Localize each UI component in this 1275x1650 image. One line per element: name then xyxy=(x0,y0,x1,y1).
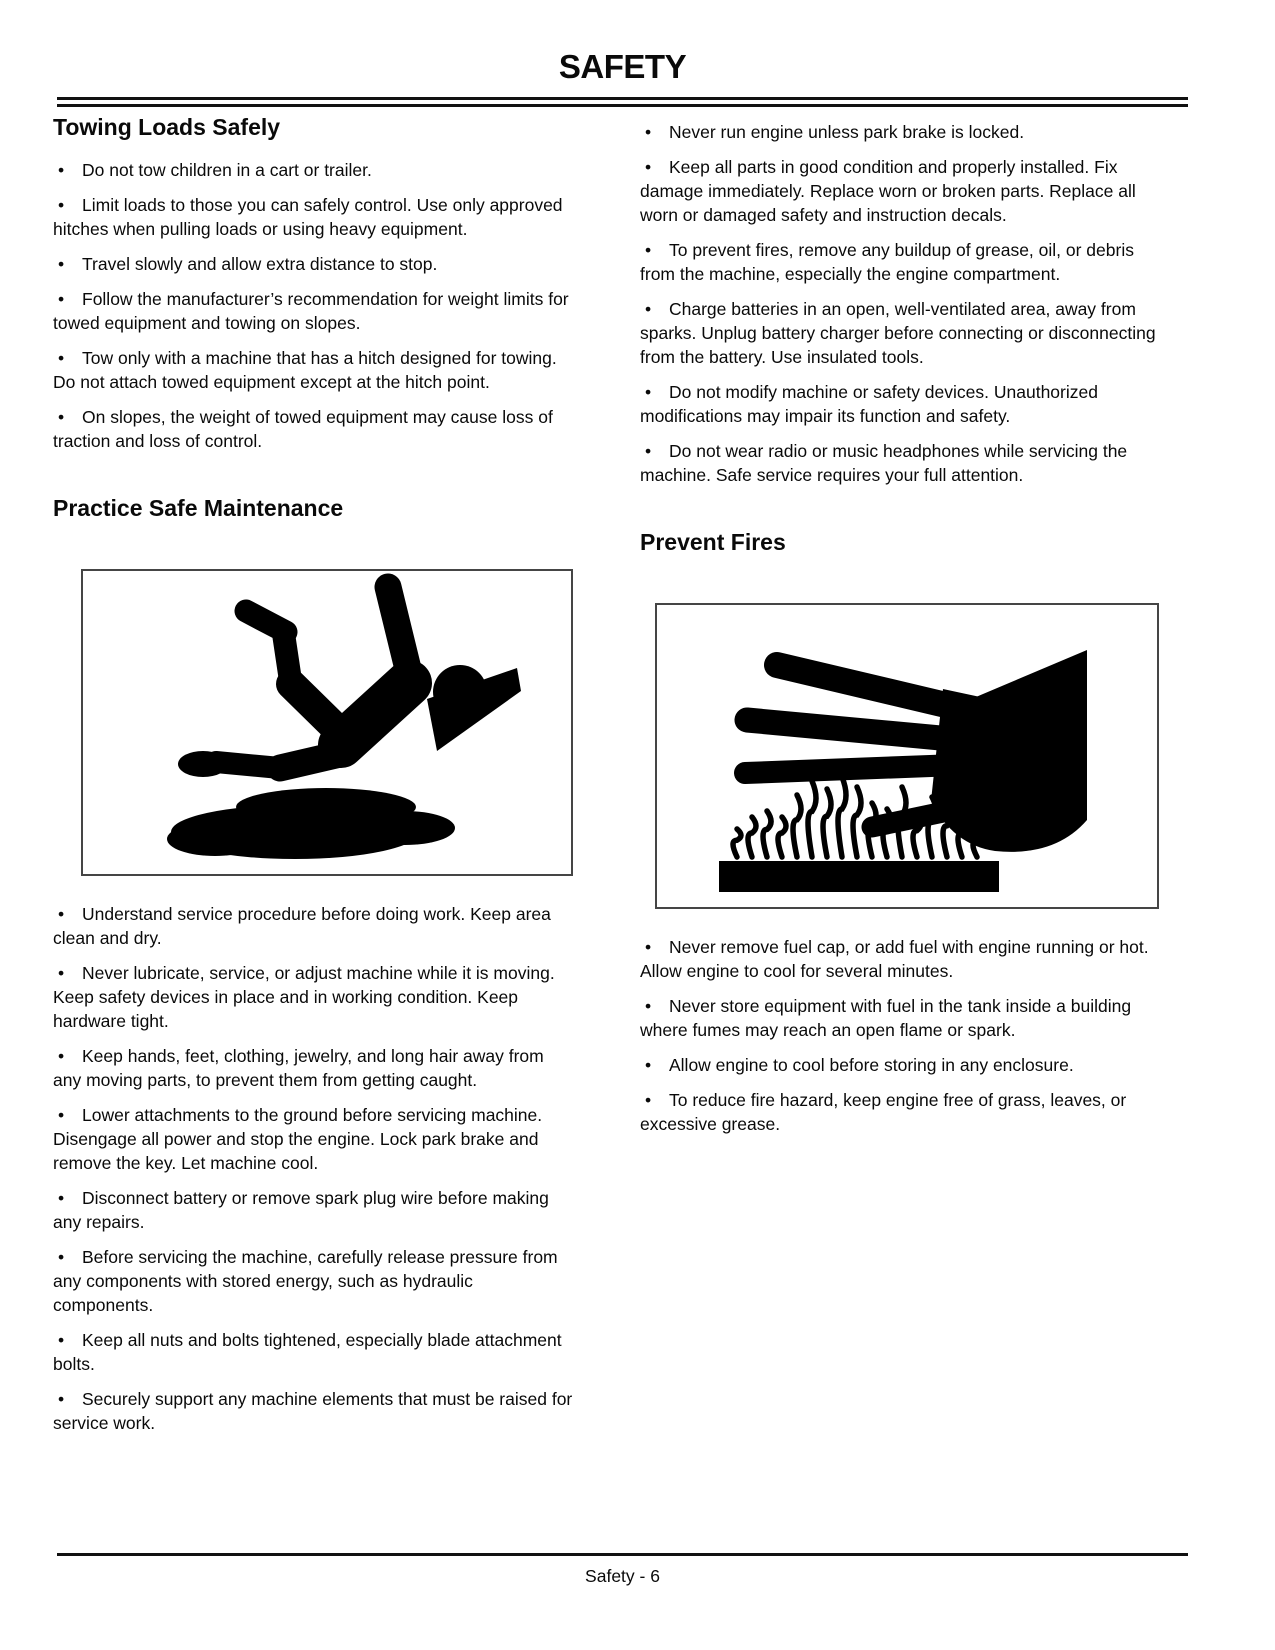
bullet-text: Never store equipment with fuel in the tank inside a building where fumes may reach an open flame or spark. xyxy=(640,996,1132,1040)
section-heading-maintenance: Practice Safe Maintenance xyxy=(53,495,344,521)
bullet-item xyxy=(640,1088,1168,1136)
bullet-text: Travel slowly and allow extra distance to stop. xyxy=(82,254,438,274)
bullet-marker: • xyxy=(58,407,65,427)
bullet-text: Keep all parts in good condition and properly installed. Fix damage immediately. Replace worn or broken parts. Replace all worn or damaged safety and instruction decals. xyxy=(640,157,1136,225)
bullet-item xyxy=(53,158,573,182)
bullet-text: To reduce fire hazard, keep engine free of grass, leaves, or excessive grease. xyxy=(640,1090,1127,1134)
bullet-item xyxy=(640,238,1168,286)
bullet-item xyxy=(53,902,573,950)
bullet-item xyxy=(53,252,573,276)
bullet-item xyxy=(53,1328,573,1376)
bullet-text: Never remove fuel cap, or add fuel with engine running or hot. Allow engine to cool for several minutes. xyxy=(640,937,1149,981)
bullet-marker: • xyxy=(58,1188,65,1208)
header-rule xyxy=(57,97,1188,107)
slipping-person-pictogram xyxy=(83,571,571,874)
bullet-marker: • xyxy=(58,1247,65,1267)
bullet-text: On slopes, the weight of towed equipment may cause loss of traction and loss of control. xyxy=(53,407,553,451)
bullet-text: Do not wear radio or music headphones while servicing the machine. Safe service requires your full attention. xyxy=(640,441,1128,485)
bullet-marker: • xyxy=(645,122,652,142)
bullet-item xyxy=(53,1245,573,1317)
bullet-marker: • xyxy=(645,1090,652,1110)
page-number: Safety - 6 xyxy=(585,1566,660,1586)
bullet-text: To prevent fires, remove any buildup of grease, oil, or debris from the machine, especially the engine compartment. xyxy=(640,240,1134,284)
bullet-marker: • xyxy=(58,289,65,309)
bullet-text: Never lubricate, service, or adjust machine while it is moving. Keep safety devices in place and in working condition. Keep hardware tight. xyxy=(53,963,555,1031)
left-column xyxy=(53,112,573,1446)
section-heading-towing: Towing Loads Safely xyxy=(53,114,281,140)
bullet-marker: • xyxy=(645,1055,652,1075)
bullet-item xyxy=(640,297,1168,369)
bullet-item xyxy=(53,1186,573,1234)
bullet-text: Keep hands, feet, clothing, jewelry, and long hair away from any moving parts, to prevent them from getting caught. xyxy=(53,1046,544,1090)
right-column xyxy=(640,112,1168,1147)
bullet-text: Securely support any machine elements that must be raised for service work. xyxy=(53,1389,573,1433)
bullet-item xyxy=(640,120,1168,144)
bullet-item xyxy=(53,405,573,453)
hot-surface-hand-pictogram xyxy=(657,605,1157,907)
bullet-item xyxy=(53,1387,573,1435)
section-heading-prevent-fires: Prevent Fires xyxy=(640,529,786,555)
slipping-person-pictogram-box xyxy=(81,569,573,876)
bullet-marker: • xyxy=(58,254,65,274)
bullet-marker: • xyxy=(58,904,65,924)
bullet-marker: • xyxy=(58,1330,65,1350)
bullet-text: Limit loads to those you can safely control. Use only approved hitches when pulling loads or using heavy equipment. xyxy=(53,195,563,239)
bullet-item xyxy=(53,287,573,335)
bullet-marker: • xyxy=(645,441,652,461)
bullet-marker: • xyxy=(58,1046,65,1066)
bullet-text: Understand service procedure before doing work. Keep area clean and dry. xyxy=(53,904,551,948)
bullet-marker: • xyxy=(58,963,65,983)
bullet-item xyxy=(53,1044,573,1092)
bullet-marker: • xyxy=(645,299,652,319)
bullet-item xyxy=(640,994,1168,1042)
bullet-text: Do not modify machine or safety devices. Unauthorized modifications may impair its function and safety. xyxy=(640,382,1098,426)
bullet-item xyxy=(640,1053,1168,1077)
oil-puddle xyxy=(167,788,455,859)
bullet-text: Charge batteries in an open, well-ventilated area, away from sparks. Unplug battery charger before connecting or disconnecting from the battery. Use insulated tools. xyxy=(640,299,1156,367)
bullet-text: Keep all nuts and bolts tightened, especially blade attachment bolts. xyxy=(53,1330,562,1374)
bullet-marker: • xyxy=(58,195,65,215)
bullet-text: Allow engine to cool before storing in any enclosure. xyxy=(669,1055,1074,1075)
hot-surface-pictogram-box xyxy=(655,603,1159,909)
bullet-text: Do not tow children in a cart or trailer. xyxy=(82,160,372,180)
bullet-marker: • xyxy=(645,240,652,260)
bullet-text: Never run engine unless park brake is locked. xyxy=(669,122,1025,142)
bullet-marker: • xyxy=(645,937,652,957)
bullet-item xyxy=(53,961,573,1033)
bullet-marker: • xyxy=(58,1389,65,1409)
bullet-item xyxy=(640,935,1168,983)
bullet-marker: • xyxy=(58,160,65,180)
bullet-text: Lower attachments to the ground before servicing machine. Disengage all power and stop the engine. Lock park brake and remove the key. Let machine cool. xyxy=(53,1105,543,1173)
page-title: SAFETY xyxy=(558,48,687,85)
bullet-text: Before servicing the machine, carefully release pressure from any components with stored energy, such as hydraulic components. xyxy=(53,1247,558,1315)
bullet-text: Disconnect battery or remove spark plug wire before making any repairs. xyxy=(53,1188,549,1232)
bullet-text: Follow the manufacturer’s recommendation for weight limits for towed equipment and towing on slopes. xyxy=(53,289,569,333)
bullet-item xyxy=(53,346,573,394)
bullet-marker: • xyxy=(645,157,652,177)
bullet-item xyxy=(640,439,1168,487)
bullet-marker: • xyxy=(645,382,652,402)
bullet-marker: • xyxy=(58,1105,65,1125)
hot-surface-bar xyxy=(719,861,999,892)
bullet-marker: • xyxy=(645,996,652,1016)
bullet-text: Tow only with a machine that has a hitch designed for towing. Do not attach towed equipment except at the hitch point. xyxy=(53,348,557,392)
bullet-item xyxy=(640,155,1168,227)
bullet-item xyxy=(53,193,573,241)
bullet-marker: • xyxy=(58,348,65,368)
bullet-item xyxy=(53,1103,573,1175)
footer-rule xyxy=(57,1553,1188,1556)
bullet-item xyxy=(640,380,1168,428)
falling-person xyxy=(178,587,521,777)
